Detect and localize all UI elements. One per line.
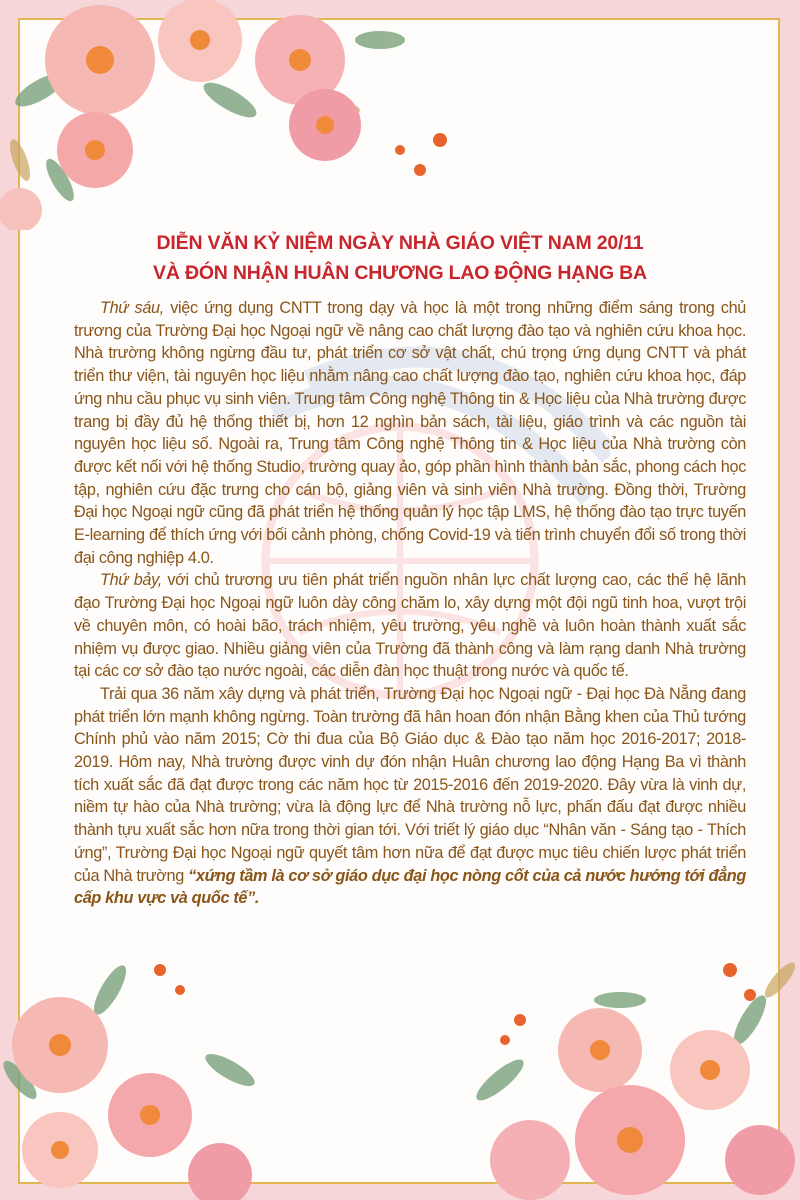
paragraph-text: việc ứng dụng CNTT trong dạy và học là một trong những điểm sáng trong chủ trương của Trường Đại học Ngoại ngữ về nâng cao chất lượng đào tạo và nghiên cứu khoa học. Nhà trường không ngừng đầu tư, phát triển cơ sở vật chất, chú trọng ứng dụng CNTT và phát triển thư viện, tài nguyên học liệu nhằm nâng cao chất lượng đào tạo, nghiên cứu khoa học, đáp ứng nhu cầu phục vụ sinh viên. Trung tâm Công nghệ Thông tin & Học liệu của Nhà trường được trang bị đầy đủ hệ thống thiết bị, hơn 12 nghìn bản sách, tài liệu, giáo trình và các nguồn tài nguyên học liệu số. Ngoài ra, Trung tâm Công nghệ Thông tin & Học liệu của Nhà trường còn được kết nối với hệ thống Studio, trường quay ảo, góp phần hình thành bản sắc, phong cách học tập, nghiên cứu đặc trưng cho cán bộ, giảng viên và sinh viên Nhà trường. Đồng thời, Trường Đại học Ngoại ngữ cũng đã phát triển hệ thống quản lý học tập LMS, hệ thống đào tạo trực tuyến E-learning để thích ứng với bối cảnh phòng, chống Covid-19 và tiến trình chuyển đổi số trong thời đại công nghiệp 4.0. xyxy=(74,299,746,567)
paragraph-lead: Thứ sáu, xyxy=(100,299,164,317)
flower-decoration-bottom-right xyxy=(420,960,800,1200)
flower-decoration-top-left xyxy=(0,0,470,230)
mission-quote: “xứng tầm là cơ sở giáo dục đại học nòng cốt của cả nước hướng tới đẳng cấp khu vực và quốc tế”. xyxy=(74,866,746,908)
title-line-1: DIỄN VĂN KỶ NIỆM NGÀY NHÀ GIÁO VIỆT NAM 20/11 xyxy=(156,232,644,254)
paragraph-7 xyxy=(74,569,746,683)
flower-decoration-bottom-left xyxy=(0,950,330,1200)
speech-body xyxy=(74,297,746,910)
paragraph-text: với chủ trương ưu tiên phát triển nguồn nhân lực chất lượng cao, các thế hệ lãnh đạo Trường Đại học Ngoại ngữ luôn dày công chăm lo, xây dựng một đội ngũ tinh hoa, vượt trội về chuyên môn, có hoài bão, trách nhiệm, yêu trường, yêu nghề và luôn hoàn thành xuất sắc nhiệm vụ được giao. Nhiều giảng viên của Trường đã thành công và làm rạng danh Nhà trường tại các cơ sở đào tạo nước ngoài, các diễn đàn học thuật trong nước và quốc tế. xyxy=(74,571,746,681)
paragraph-conclusion xyxy=(74,683,746,910)
paragraph-lead: Thứ bảy, xyxy=(100,571,162,590)
paragraph-text: Trải qua 36 năm xây dựng và phát triển, Trường Đại học Ngoại ngữ - Đại học Đà Nẵng đang phát triển lớn mạnh không ngừng. Toàn trường đã hân hoan đón nhận Bằng khen của Thủ tướng Chính phủ vào năm 2015; Cờ thi đua của Bộ Giáo dục & Đào tạo năm học 2016-2017; 2018-2019. Hôm nay, Nhà trường được vinh dự đón nhận Huân chương lao động Hạng Ba vì thành tích xuất sắc đã đạt được trong các năm học từ 2015-2016 đến 2019-2020. Đây vừa là vinh dự, niềm tự hào của Nhà trường; vừa là động lực để Nhà trường nỗ lực, phấn đấu đạt được nhiều thành tựu xuất sắc hơn nữa trong thời gian tới. Với triết lý giáo dục “Nhân văn - Sáng tạo - Thích ứng”, Trường Đại học Ngoại ngữ quyết tâm hơn nữa để đạt được mục tiêu chiến lược phát triển của Nhà trường xyxy=(74,684,746,885)
paragraph-6 xyxy=(74,297,746,569)
title-line-2: VÀ ĐÓN NHẬN HUÂN CHƯƠNG LAO ĐỘNG HẠNG BA xyxy=(153,262,647,284)
page-title xyxy=(40,228,760,288)
